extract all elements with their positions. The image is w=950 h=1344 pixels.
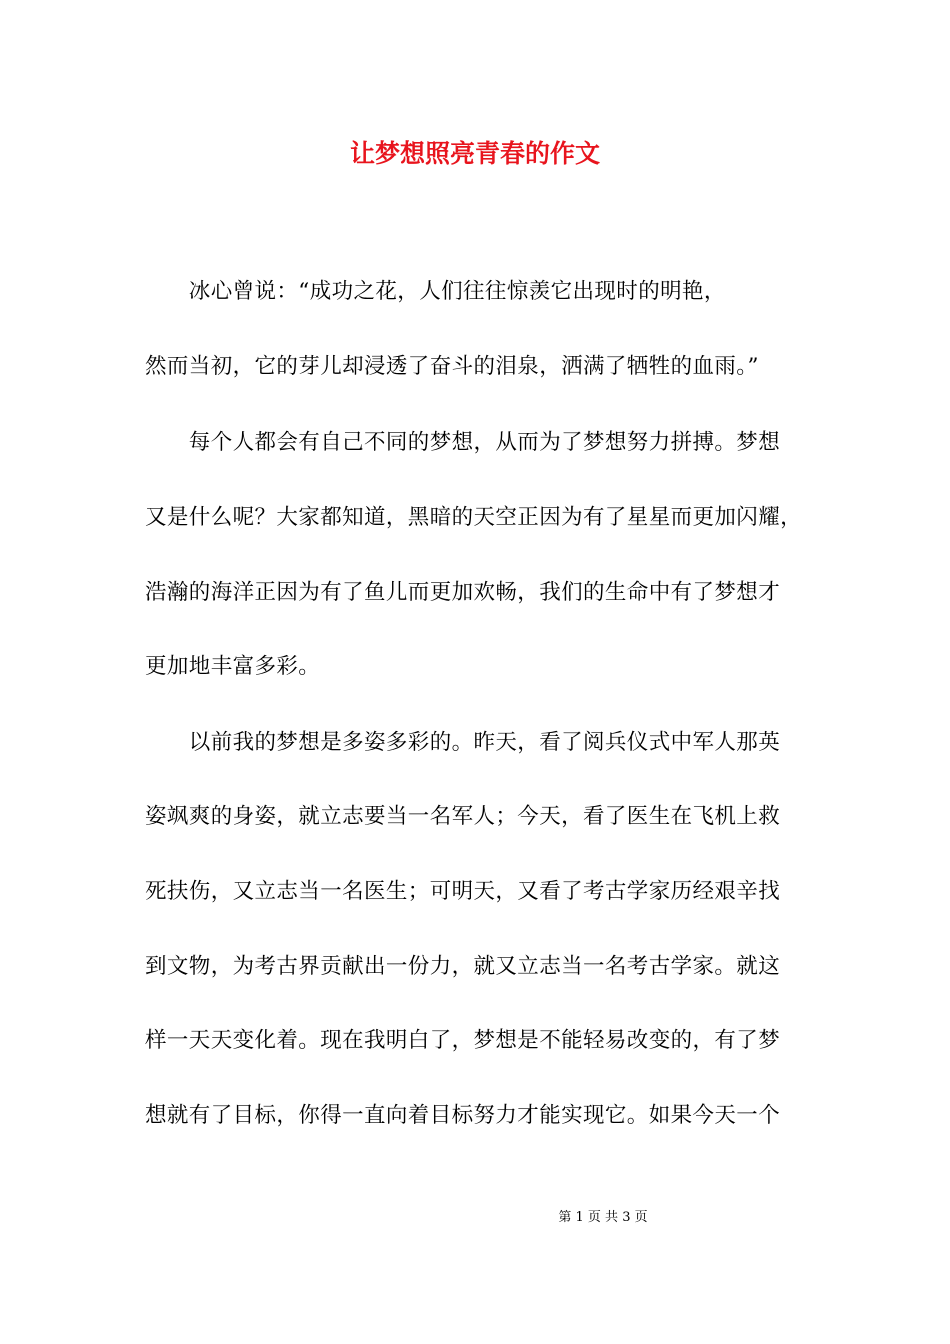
- paragraph-line-5: 浩瀚的海洋正因为有了鱼儿而更加欢畅，我们的生命中有了梦想才: [145, 580, 781, 605]
- paragraph-line-6: 更加地丰富多彩。: [145, 654, 321, 679]
- paragraph-line-2: 然而当初，它的芽儿却浸透了奋斗的泪泉，洒满了牺牲的血雨。”: [145, 354, 759, 379]
- paragraph-line-1: 冰心曾说：“成功之花，人们往往惊羡它出现时的明艳，: [145, 279, 726, 304]
- document-title: 让梦想照亮青春的作文: [349, 139, 600, 168]
- paragraph-line-4: 又是什么呢？大家都知道，黑暗的天空正因为有了星星而更加闪耀，: [145, 505, 803, 530]
- paragraph-line-9: 死扶伤，又立志当一名医生；可明天，又看了考古学家历经艰辛找: [145, 879, 781, 904]
- paragraph-line-12: 想就有了目标，你得一直向着目标努力才能实现它。如果今天一个: [145, 1103, 781, 1128]
- paragraph-line-7: 以前我的梦想是多姿多彩的。昨天，看了阅兵仪式中军人那英: [145, 730, 781, 755]
- page-number-text: 第 1 页 共 3 页: [558, 1210, 648, 1225]
- paragraph-line-11: 样一天天变化着。现在我明白了，梦想是不能轻易改变的，有了梦: [145, 1028, 781, 1053]
- paragraph-line-8: 姿飒爽的身姿，就立志要当一名军人；今天，看了医生在飞机上救: [145, 804, 781, 829]
- page-number-footer: [0, 1208, 950, 1228]
- paragraph-line-10: 到文物，为考古界贡献出一份力，就又立志当一名考古学家。就这: [145, 954, 781, 979]
- paragraph-line-3: 每个人都会有自己不同的梦想，从而为了梦想努力拼搏。梦想: [145, 430, 781, 455]
